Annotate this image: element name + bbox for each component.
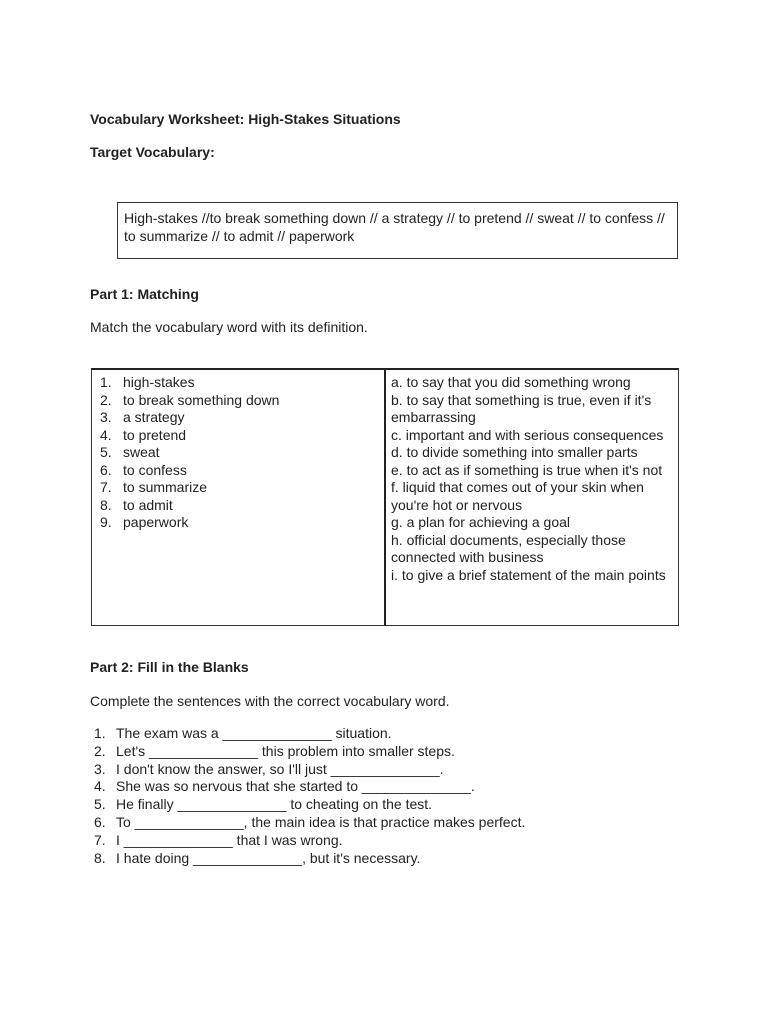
sentence-number: 8. — [94, 849, 106, 866]
word-text: a strategy — [123, 409, 185, 425]
word-text: to confess — [123, 461, 187, 478]
sentence-text: I ______________ that I was wrong. — [116, 831, 343, 848]
sentence-item — [94, 796, 525, 814]
word-number: 5. — [100, 444, 112, 460]
sentence-number: 4. — [94, 778, 106, 795]
sentence-item — [94, 814, 525, 832]
word-text: paperwork — [123, 514, 189, 530]
sentence-text: I don't know the answer, so I'll just ______________. — [116, 760, 444, 777]
word-item — [100, 392, 279, 410]
definition-item: b. to say that something is true, even if it's embarrassing — [391, 391, 652, 425]
word-text: to break something down — [123, 391, 280, 408]
word-number: 8. — [100, 496, 112, 513]
definition-item: g. a plan for achieving a goal — [391, 514, 571, 530]
sentence-item — [94, 778, 525, 796]
part2-instructions: Complete the sentences with the correct vocabulary word. — [90, 693, 450, 709]
sentence-item — [94, 725, 525, 743]
worksheet-title: Vocabulary Worksheet: High-Stakes Situations — [90, 111, 401, 127]
sentence-text: To ______________, the main idea is that practice makes perfect. — [116, 813, 526, 830]
word-text: sweat — [123, 444, 160, 460]
sentence-number: 7. — [94, 831, 106, 848]
part1-heading: Part 1: Matching — [90, 286, 199, 302]
sentence-number: 1. — [94, 725, 106, 741]
sentence-text: I hate doing ______________, but it's necessary. — [116, 849, 421, 866]
word-item — [100, 497, 279, 515]
part1-instructions: Match the vocabulary word with its definition. — [90, 319, 368, 335]
sentence-text: The exam was a ______________ situation. — [116, 725, 392, 741]
word-text: high-stakes — [123, 374, 195, 390]
word-text: to admit — [123, 496, 173, 513]
sentence-number: 5. — [94, 796, 106, 813]
sentence-number: 2. — [94, 742, 106, 759]
word-item — [100, 514, 279, 532]
word-number: 4. — [100, 426, 112, 443]
vocabulary-box-line-1: High-stakes //to break something down // a strategy // to pretend // sweat // to confess // — [124, 210, 665, 226]
fill-in-sentence-list — [94, 725, 525, 867]
definition-item: i. to give a brief statement of the main points — [391, 566, 666, 583]
word-text: to pretend — [123, 426, 187, 443]
word-item — [100, 444, 279, 462]
definition-item: c. important and with serious consequences — [391, 426, 664, 443]
word-number: 7. — [100, 479, 112, 495]
definition-item: e. to act as if something is true when it's not — [391, 461, 663, 478]
sentence-text: Let's ______________ this problem into smaller steps. — [116, 742, 455, 759]
sentence-item — [94, 832, 525, 850]
definition-item: f. liquid that comes out of your skin when you're hot or nervous — [391, 479, 644, 513]
word-number: 2. — [100, 391, 112, 408]
vocabulary-box-line-2: to summarize // to admit // paperwork — [124, 228, 355, 244]
sentence-text: She was so nervous that she started to ______________. — [116, 778, 475, 795]
word-item — [100, 479, 279, 497]
definition-item: d. to divide something into smaller parts — [391, 444, 638, 460]
matching-table-divider — [384, 368, 386, 626]
target-vocabulary-label: Target Vocabulary: — [90, 144, 215, 160]
word-list — [100, 374, 279, 532]
word-number: 6. — [100, 461, 112, 478]
word-number: 3. — [100, 409, 112, 425]
sentence-item — [94, 850, 525, 868]
definition-item: h. official documents, especially those connected with business — [391, 531, 626, 565]
word-item — [100, 462, 279, 480]
sentence-number: 3. — [94, 760, 106, 777]
definition-list — [391, 374, 673, 584]
word-text: to summarize — [123, 479, 208, 495]
sentence-item — [94, 743, 525, 761]
definition-item: a. to say that you did something wrong — [391, 374, 631, 390]
word-number: 9. — [100, 514, 112, 530]
sentence-text: He finally ______________ to cheating on the test. — [116, 796, 433, 813]
word-item — [100, 427, 279, 445]
word-item — [100, 374, 279, 392]
vocabulary-box — [117, 202, 678, 259]
word-number: 1. — [100, 374, 112, 390]
part2-heading: Part 2: Fill in the Blanks — [90, 659, 249, 675]
sentence-number: 6. — [94, 813, 106, 830]
word-item — [100, 409, 279, 427]
sentence-item — [94, 761, 525, 779]
